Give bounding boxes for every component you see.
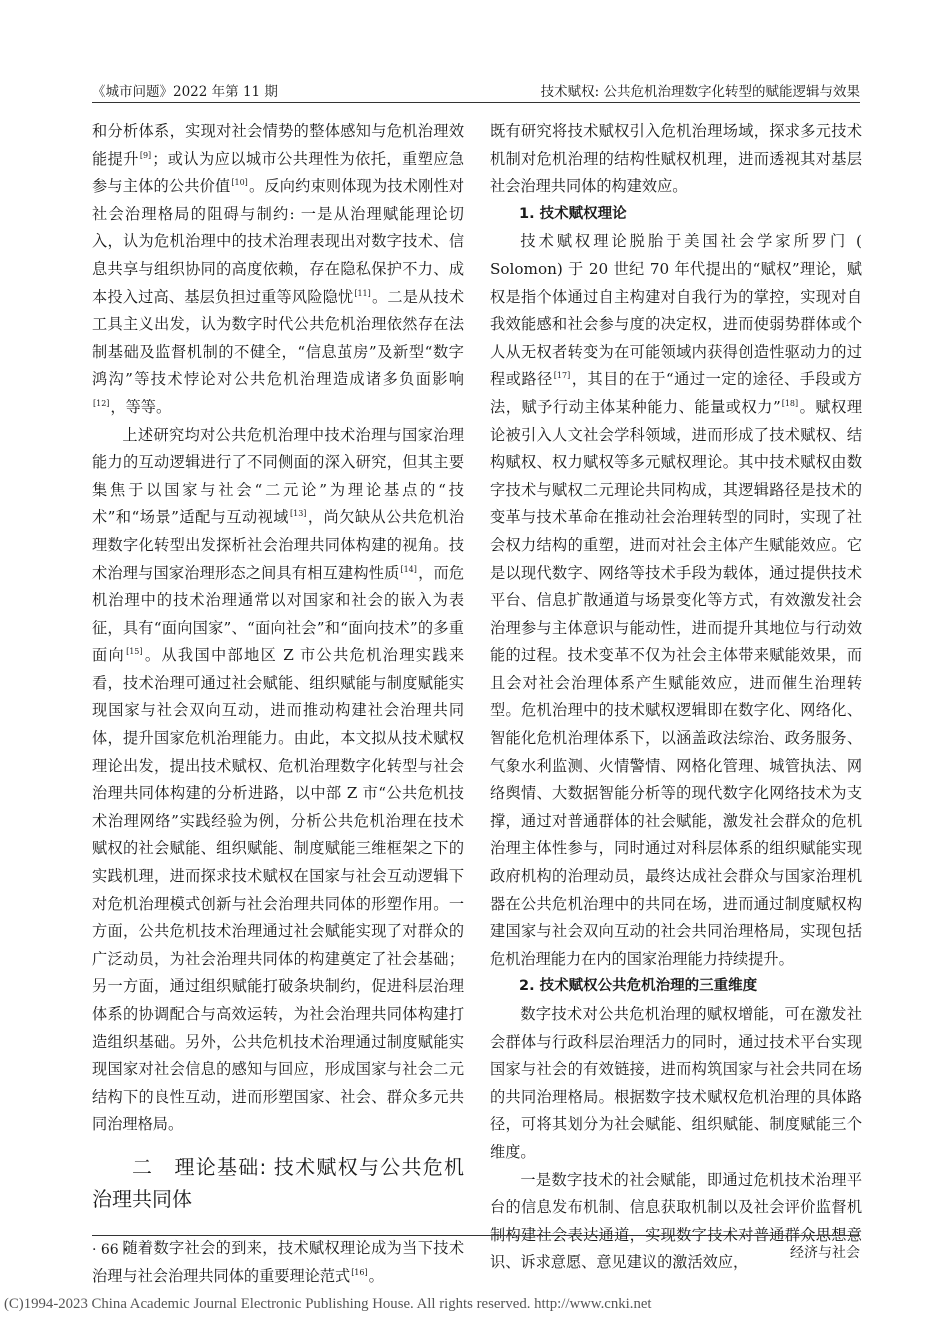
subsection-heading: 2. 技术赋权公共危机治理的三重维度: [519, 978, 758, 995]
paragraph: 一是数字技术的社会赋能，即通过危机技术治理平台的信息发布机制、信息获取机制以及社会评价监督机制构建社会表达通道，实现数字技术对普通群众思想意识、诉求意愿、意见建议的激活效应，: [490, 1170, 862, 1272]
citation-ref[interactable]: [10]: [231, 178, 248, 188]
page-number: · 66 ·: [92, 1242, 128, 1258]
journal-section: 经济与社会: [790, 1245, 860, 1261]
copyright-notice: (C)1994-2023 China Academic Journal Electronic Publishing House. All rights reserved. http://www.cnki.net: [4, 1296, 652, 1312]
section-heading: 二 理论基础: 技术赋权与公共危机治理共同体: [92, 1154, 464, 1211]
citation-ref[interactable]: [16]: [351, 1267, 368, 1277]
paragraph: 随着数字社会的到来，技术赋权理论成为当下技术治理与社会治理共同体的重要理论范式[16]。: [92, 1238, 464, 1285]
running-title: 技术赋权: 公共危机治理数字化转型的赋能逻辑与效果: [540, 84, 860, 100]
citation-ref[interactable]: [11]: [354, 288, 371, 298]
journal-issue: 《城市问题》2022 年第 11 期: [92, 84, 278, 100]
page-footer: [92, 1235, 860, 1266]
citation-ref[interactable]: [15]: [126, 647, 143, 657]
subsection-heading: 1. 技术赋权理论: [519, 205, 627, 222]
citation-ref[interactable]: [14]: [400, 564, 417, 574]
paragraph: 上述研究均对公共危机治理中技术治理与国家治理能力的互动逻辑进行了不同侧面的深入研究，但其主要集焦于以国家与社会“二元论”为理论基点的“技术”和“场景”适配与互动视域[13]，尚欠缺从公共危机治理数字化转型出发探析社会治理共同体构建的视角。技术治理与国家治理形态之间具有相互建构性质[14]，而危机治理中的技术治理通常以对国家和社会的嵌入为表征，具有“面向国家”、“面向社会”和“面向技术”的多重面向[15]。从我国中部地区 Z 市公共危机治理实践来看，技术治理可通过社会赋能、组织赋能与制度赋能实现国家与社会双向互动，进而推动构建社会治理共同体，提升国家危机治理能力。由此，本文拟从技术赋权理论出发，提出技术赋权、危机治理数字化转型与社会治理共同体构建的分析进路，以中部 Z 市“公共危机技术治理网络”实践经验为例，分析公共危机治理在技术赋权的社会赋能、组织赋能、制度赋能三维框架之下的实践机理，进而探求技术赋权在国家与社会互动逻辑下对危机治理模式创新与社会治理共同体的形塑作用。一方面，公共危机技术治理通过社会赋能实现了对群众的广泛动员，为社会治理共同体的构建奠定了社会基础；另一方面，通过组织赋能打破条块制约，促进科层治理体系的协调配合与高效运转，为社会治理共同体构建打造组织基础。另外，公共危机技术治理通过制度赋能实现国家对社会信息的感知与回应，形成国家与社会二元结构下的良性互动，进而形塑国家、社会、群众多元共同治理格局。: [92, 425, 465, 1134]
citation-ref[interactable]: [12]: [93, 398, 110, 408]
paragraph: 技术赋权理论脱胎于美国社会学家所罗门 ( Solomon) 于 20 世纪 70 年代提出的“赋权”理论，赋权是指个体通过自主构建对自我行为的掌控，实现对自我效能感和社会参与度的决定权，进而使弱势群体或个人从无权者转变为在可能领域内获得创造性驱动力的过程或路径[17]，其目的在于“通过一定的途径、手段或方法，赋予行动主体某种能力、能量或权力”[18]。赋权理论被引入人文社会学科领域，进而形成了技术赋权、结构赋权、权力赋权等多元赋权理论。其中技术赋权由数字技术与赋权二元理论共同构成，其逻辑路径是技术的变革与技术革命在推动社会治理转型的同时，实现了社会权力结构的重塑，进而对社会主体产生赋能效应。它是以现代数字、网络等技术手段为载体，通过提供技术平台、信息扩散通道与场景变化等方式，有效激发社会治理参与主体意识与能动性，进而提升其地位与行动效能的过程。技术变革不仅为社会主体带来赋能效果，而且会对社会治理体系产生赋能效应，进而催生治理转型。危机治理中的技术赋权逻辑即在数字化、网络化、智能化危机治理体系下，以涵盖政法综治、政务服务、气象水利监测、火情警情、网格化管理、城管执法、网络舆情、大数据智能分析等的现代数字化网络技术为支撑，通过对普通群体的社会赋能，激发社会群众的危机治理主体性参与，同时通过对科层体系的组织赋能实现政府机构的治理动员，最终达成社会群众与国家治理机器在公共危机治理中的共同在场，进而通过制度赋权构建国家与社会双向互动的社会共同治理格局，实现包括危机治理能力在内的国家治理能力持续提升。: [490, 232, 863, 968]
running-header: [92, 78, 860, 103]
citation-ref[interactable]: [18]: [781, 398, 799, 408]
paragraph: 和分析体系，实现对社会情势的整体感知与危机治理效能提升[9]；或认为应以城市公共理性为依托，重塑应急参与主体的公共价值[10]。反向约束则体现为技术刚性对社会治理格局的阻碍与制约: 一是从治理赋能理论切入，认为危机治理中的技术治理表现出对数字技术、信息共享与组织协同的高度依赖，存在隐私保护不力、成本投入过高、基层负担过重等风险隐忧[11]。二是从技术工具主义出发，认为数字时代公共危机治理依然存在法制基础及监督机制的不健全，“信息茧房”及新型“数字鸿沟”等技术悖论对公共危机治理造成诸多负面影响[12]，等等。: [92, 122, 465, 416]
left-column: [92, 118, 464, 1290]
citation-ref[interactable]: [13]: [289, 509, 307, 519]
right-column: [490, 118, 862, 1277]
paragraph: 既有研究将技术赋权引入危机治理场域，探求多元技术机制对危机治理的结构性赋权机理，进而透视其对基层社会治理共同体的构建效应。: [490, 122, 862, 196]
citation-ref[interactable]: [17]: [553, 371, 571, 381]
paragraph: 数字技术对公共危机治理的赋权增能，可在激发社会群体与行政科层治理活力的同时，通过技术平台实现国家与社会的有效链接，进而构筑国家与社会共同在场的共同治理格局。根据数字技术赋权危机治理的具体路径，可将其划分为社会赋能、组织赋能、制度赋能三个维度。: [490, 1005, 862, 1161]
citation-ref[interactable]: [9]: [139, 150, 152, 160]
